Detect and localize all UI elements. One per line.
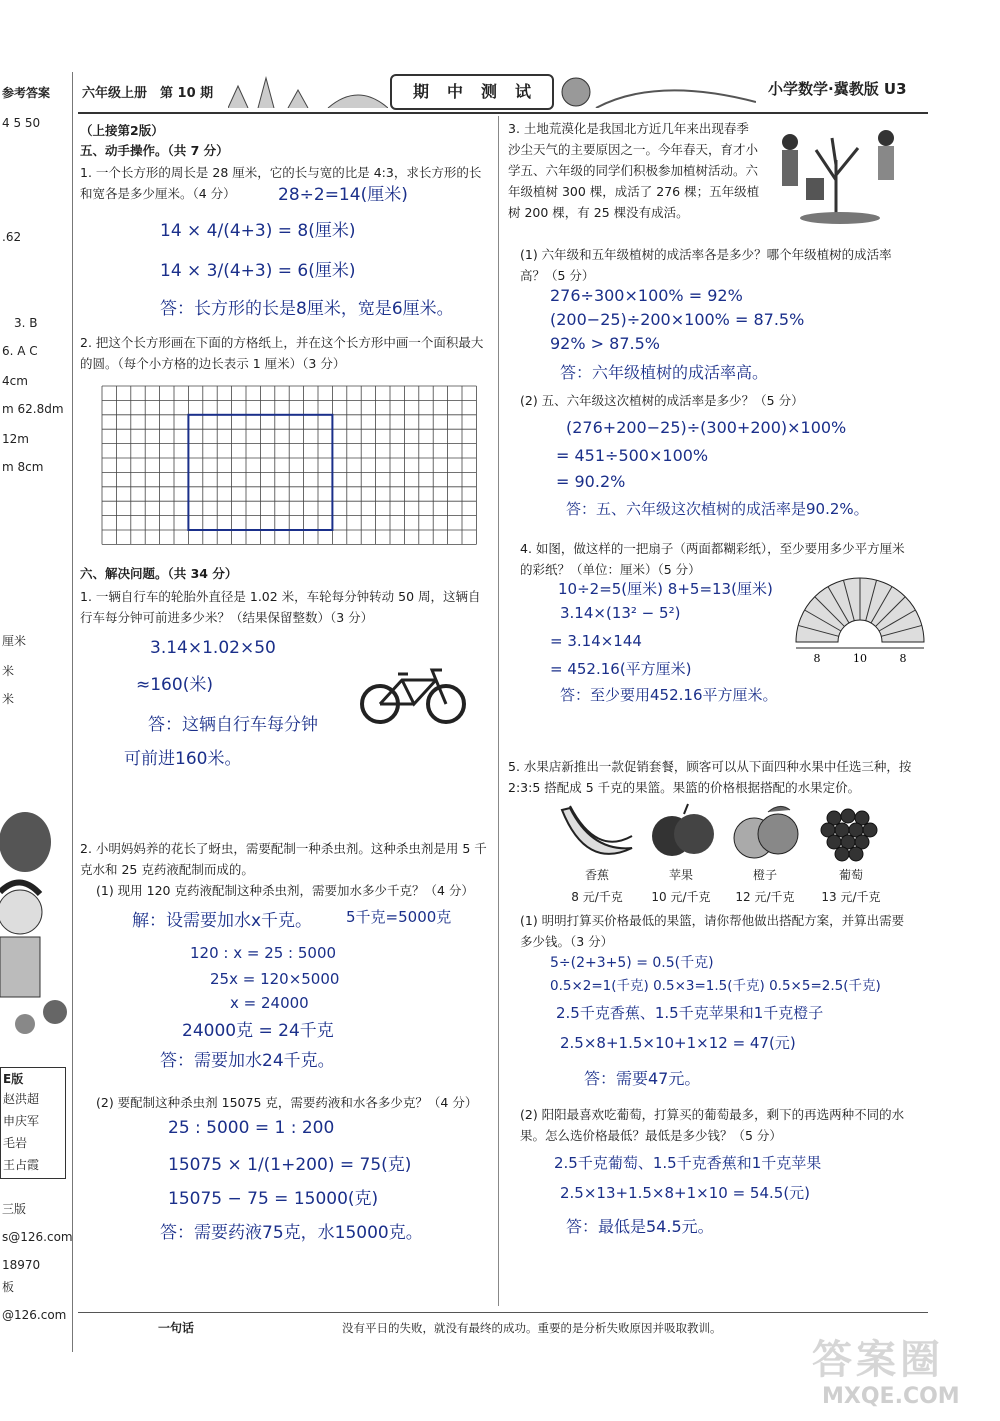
column-divider	[498, 116, 499, 1306]
fan-dimension-label: 10	[853, 652, 867, 662]
fruit-price: 13 元/千克	[821, 890, 881, 904]
handwritten-answer: 答：五、六年级这次植树的成活率是90.2%。	[566, 500, 869, 518]
handwritten-answer: 答：至少要用452.16平方厘米。	[560, 686, 778, 704]
handwritten-answer: 解：设需要加水x千克。	[132, 911, 313, 931]
fruit-name: 葡萄	[838, 868, 863, 882]
handwritten-answer: 14 × 3/(4+3) = 6(厘米)	[160, 261, 356, 281]
castle-decoration-icon	[228, 72, 388, 108]
lion-decoration-icon	[556, 72, 756, 108]
handwritten-answer: 92% > 87.5%	[550, 334, 660, 353]
handwritten-answer: = 451÷500×100%	[556, 446, 709, 465]
header-issue: 六年级上册 第 10 期	[82, 86, 214, 101]
strip-item: 12m	[2, 432, 29, 446]
staff-box	[0, 1067, 66, 1179]
tree-planting-image	[766, 120, 914, 224]
handwritten-answer: 可前进160米。	[124, 749, 242, 769]
problem-5: 5. 水果店新推出一款促销套餐，顾客可以从下面四种水果中任选三种，按 2:3:5 搭配成 5 千克的果篮。果篮的价格根据搭配的水果定价。	[508, 759, 912, 795]
title-char: 测	[480, 82, 497, 101]
header-title	[390, 74, 554, 110]
handwritten-answer: 276÷300×100% = 92%	[550, 286, 743, 305]
handwritten-answer: 0.5×2=1(千克) 0.5×3=1.5(千克) 0.5×5=2.5(千克)	[550, 978, 881, 994]
fan-dimension-label: 8	[813, 652, 821, 662]
fan-dimension-label: 8	[899, 652, 907, 662]
staff-name: 王占霞	[3, 1158, 40, 1172]
section-5-title: 五、动手操作。（共 7 分）	[80, 143, 229, 158]
header-rule	[78, 112, 928, 114]
handwritten-answer: 2.5千克香蕉、1.5千克苹果和1千克橙子	[556, 1004, 824, 1022]
header-subject: 小学数学·冀教版 U3	[768, 80, 907, 98]
strip-item: 4cm	[2, 374, 28, 388]
handwritten-answer: 120 : x = 25 : 5000	[190, 944, 337, 962]
watermark-logo: 答案圈	[812, 1337, 944, 1383]
strip-item: 米	[2, 692, 15, 706]
strip-char: 板	[2, 1280, 15, 1294]
strip-title: 参考答案	[2, 86, 51, 100]
handwritten-answer: 5千克=5000克	[346, 908, 452, 926]
apple-image	[648, 800, 718, 864]
continuation-note: （上接第2版）	[80, 123, 164, 138]
problem-2a: (1) 现用 120 克药液配制这种杀虫剂，需要加水多少千克？（4 分）	[96, 883, 474, 898]
strip-phone: 18970	[2, 1258, 41, 1272]
handwritten-answer: 2.5×13+1.5×8+1×10 = 54.5(元)	[560, 1184, 811, 1202]
handwritten-answer: 答：最低是54.5元。	[566, 1217, 714, 1236]
handwritten-answer: 5÷(2+3+5) = 0.5(千克)	[550, 955, 714, 971]
title-char: 试	[514, 82, 531, 101]
handwritten-answer: 答：长方形的长是8厘米，宽是6厘米。	[160, 299, 454, 319]
handwritten-answer: = 3.14×144	[550, 632, 642, 650]
handwritten-answer: 25x = 120×5000	[210, 970, 340, 988]
grape-berry	[841, 809, 855, 823]
grid-paper	[100, 384, 486, 554]
grape-berry	[835, 847, 849, 861]
handwritten-answer: 15075 − 75 = 15000(克)	[168, 1189, 379, 1209]
fan-diagram	[794, 572, 928, 662]
handwritten-answer: 答：这辆自行车每分钟	[148, 715, 318, 735]
page-header	[78, 72, 928, 112]
fruit-name: 苹果	[668, 868, 693, 882]
problem-3b: (2) 五、六年级这次植树的成活率是多少？（5 分）	[520, 393, 804, 408]
staff-name: 赵洪超	[3, 1092, 40, 1106]
question-2: 2. 把这个长方形画在下面的方格纸上，并在这个长方形中画一个面积最大的圆。（每个小方格的边长表示 1 厘米）（3 分）	[80, 335, 484, 371]
problem-2b: (2) 要配制这种杀虫剂 15075 克，需要药液和水各多少克？（4 分）	[96, 1095, 478, 1110]
handwritten-answer: 2.5千克葡萄、1.5千克香蕉和1千克苹果	[554, 1154, 822, 1172]
handwritten-answer: 答：六年级植树的成活率高。	[560, 363, 769, 382]
grape-berry	[863, 823, 877, 837]
strip-item: .62	[2, 230, 22, 244]
left-answer-strip	[0, 72, 73, 1352]
handwritten-answer: 14 × 4/(4+3) = 8(厘米)	[160, 221, 356, 241]
strip-item: 米	[2, 664, 15, 678]
problem-3: 3. 土地荒漠化是我国北方近几年来出现春季沙尘天气的主要原因之一。今年春天，育才小学五、六年级的同学们积极参加植树活动。六年级植树 300 棵，成活了 276 棵；五年级植树 200 棵，有 25 棵没有成活。	[508, 121, 760, 220]
handwritten-answer: ≈160(米)	[136, 675, 213, 695]
handwritten-answer: 2.5×8+1.5×10+1×12 = 47(元)	[560, 1034, 796, 1052]
handwritten-answer: x = 24000	[230, 994, 309, 1012]
handwritten-answer: 答：需要47元。	[584, 1069, 701, 1088]
handwritten-answer: (200−25)÷200×100% = 87.5%	[550, 310, 805, 329]
footer-label: 一句话	[158, 1321, 195, 1335]
cartoon-child-image	[0, 802, 70, 1052]
problem-5a: (1) 明明打算买价格最低的果篮，请你帮他做出搭配方案，并算出需要多少钱。（3 分）	[520, 913, 905, 949]
problem-3a: (1) 六年级和五年级植树的成活率各是多少？哪个年级植树的成活率高？（5 分）	[520, 247, 892, 283]
grape-berry	[827, 835, 841, 849]
strip-third-label: 三版	[2, 1202, 27, 1216]
grape-image	[812, 800, 888, 864]
staff-name: 毛岩	[3, 1136, 28, 1150]
watermark-url: MXQE.COM	[822, 1384, 960, 1409]
fruit-price: 12 元/千克	[735, 890, 795, 904]
fruit-price: 8 元/千克	[571, 890, 623, 904]
grape-berry	[849, 847, 863, 861]
footer-quote: 没有平日的失败，就没有最终的成功。重要的是分析失败原因并吸取教训。	[342, 1321, 722, 1335]
orange-image	[728, 800, 804, 864]
handwritten-answer: 15075 × 1/(1+200) = 75(克)	[168, 1155, 412, 1175]
question-1: 1. 一个长方形的周长是 28 厘米，它的长与宽的比是 4:3，求长方形的长和宽各是多少厘米。（4 分）	[80, 165, 482, 201]
strip-item: 6. A C	[2, 344, 38, 358]
handwritten-answer: 10÷2=5(厘米) 8+5=13(厘米)	[558, 580, 773, 598]
strip-item: m 8cm	[2, 460, 44, 474]
handwritten-answer: 3.14×1.02×50	[150, 638, 276, 658]
problem-5b: (2) 阳阳最喜欢吃葡萄，打算买的葡萄最多，剩下的再选两种不同的水果。怎么选价格最低？最低是多少钱？（5 分）	[520, 1107, 905, 1143]
section-6-title: 六、解决问题。（共 34 分）	[80, 566, 238, 581]
page-footer	[78, 1312, 928, 1345]
bicycle-image	[358, 664, 470, 726]
strip-item: 3. B	[14, 316, 38, 330]
handwritten-answer: 答：需要加水24千克。	[160, 1051, 335, 1071]
handwritten-answer: = 90.2%	[556, 472, 626, 491]
handwritten-answer: = 452.16(平方厘米)	[550, 660, 692, 678]
title-char: 期	[412, 82, 429, 101]
handwritten-answer: 3.14×(13² − 5²)	[560, 604, 681, 622]
handwritten-answer: (276+200−25)÷(300+200)×100%	[566, 418, 847, 437]
handwritten-answer: 24000克 = 24千克	[182, 1021, 334, 1041]
problem-1: 1. 一辆自行车的轮胎外直径是 1.02 米，车轮每分钟转动 50 周，这辆自行车每分钟可前进多少米？（结果保留整数）（3 分）	[80, 589, 481, 625]
fruit-price: 10 元/千克	[651, 890, 711, 904]
fruit-name: 橙子	[752, 868, 777, 882]
staff-title: E版	[3, 1072, 24, 1086]
handwritten-answer: 25 : 5000 = 1 : 200	[168, 1118, 335, 1138]
staff-name: 申庆军	[3, 1114, 40, 1128]
strip-email: @126.com	[2, 1308, 67, 1322]
banana-image	[556, 800, 636, 864]
problem-2: 2. 小明妈妈养的花长了蚜虫，需要配制一种杀虫剂。这种杀虫剂是用 5 千克水和 25 克药液配制而成的。	[80, 841, 487, 877]
handwritten-answer: 28÷2=14(厘米)	[278, 185, 408, 205]
handwritten-answer: 答：需要药液75克，水15000克。	[160, 1223, 423, 1243]
strip-item: m 62.8dm	[2, 402, 64, 416]
title-char: 中	[446, 82, 463, 101]
fruit-name: 香蕉	[584, 868, 609, 882]
strip-item: 4 5 50	[2, 116, 41, 130]
problem-4: 4. 如图，做这样的一把扇子（两面都糊彩纸），至少要用多少平方厘米的彩纸？（单位：厘米）（5 分）	[520, 541, 905, 577]
strip-item: 厘米	[2, 634, 27, 648]
strip-email: s@126.com	[2, 1230, 73, 1244]
